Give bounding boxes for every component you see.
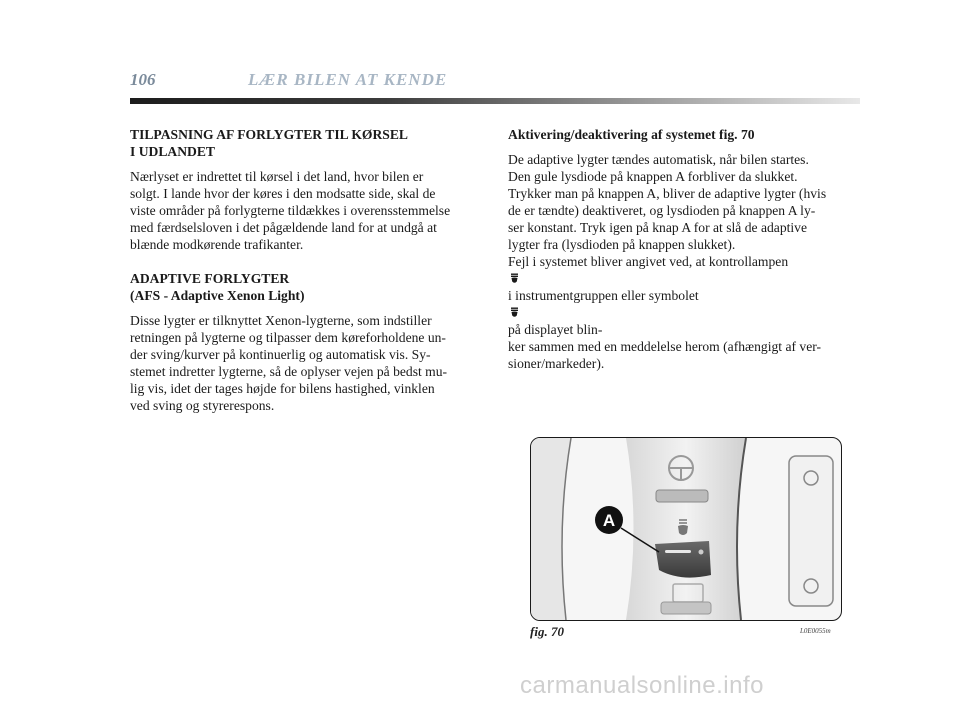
left-trim [531,438,571,620]
text-line: ker sammen med en meddelelse herom (afhængigt af ver- [508,339,822,354]
page-number: 106 [130,70,156,89]
text-line: ser konstant. Tryk igen på knap A for at slå de adaptive [508,220,808,235]
heading-line: ADAPTIVE FORLYGTER [130,271,290,286]
text-line: stemet indretter lygterne, så de oplyser vejen på bedst mu- [130,364,448,379]
running-head: LÆR BILEN AT KENDE [248,70,448,89]
heading-line: (AFS - Adaptive Xenon Light) [130,288,305,303]
right-column [508,126,870,389]
text-line: Nærlyset er indrettet til kørsel i det land, hvor bilen er [130,169,424,184]
afs-warning-icon [510,273,519,285]
paragraph-adaptive-headlamps [130,312,492,414]
text-line: retningen på lygterne og tilpasser dem køreforholdene un- [130,330,446,345]
text-line: De adaptive lygter tændes automatisk, når bilen startes. [508,152,809,167]
text-line: solgt. I lande hvor der køres i den modsatte side, skal de [130,186,436,201]
text-line: lygter fra (lysdioden på knappen slukket). [508,237,736,252]
heading-line: TILPASNING AF FORLYGTER TIL KØRSEL [130,127,408,142]
text-line: de er tændte) deaktiveret, og lysdioden på knappen A ly- [508,203,816,218]
text-line: lig vis, idet der tages højde for bilens hastighed, vinklen [130,381,435,396]
lower-switch [661,602,711,614]
section-heading-activation: Aktivering/deaktivering af systemet fig. 70 [508,127,755,142]
left-column [130,126,492,431]
text-line: viste områder på forlygterne tildækkes i overensstemmelse [130,203,451,218]
figure-70 [530,437,842,621]
paragraph-activation [508,151,870,372]
upper-switch [656,490,708,502]
right-panel [789,456,833,606]
afs-warning-icon [510,307,519,319]
text-line: ved sving og styrerespons. [130,398,275,413]
text-fragment: Fejl i systemet bliver angivet ved, at kontrollampen [508,254,789,269]
paragraph-headlamp-abroad [130,168,492,253]
dashboard-switch-panel-illustration [531,438,841,620]
text-line: der sving/kurver på kontinuerlig og automatisk vis. Sy- [130,347,431,362]
heading-line: I UDLANDET [130,144,215,159]
text-fragment: på displayet blin- [508,322,603,337]
button-a-dot [699,550,704,555]
figure-code: L0E0055m [800,627,831,635]
section-heading-headlamp-abroad [130,126,492,160]
afs-button-a [655,541,711,578]
text-line: Disse lygter er tilknyttet Xenon-lygterne, som indstiller [130,313,432,328]
text-line: sioner/markeder). [508,356,605,371]
callout-a-label: A [602,511,616,530]
header-rule [130,98,860,104]
text-line [508,287,870,338]
button-a-led [665,550,691,553]
text-line: Den gule lysdiode på knappen A forbliver da slukket. [508,169,798,184]
figure-caption: fig. 70 [530,624,564,639]
text-line: Trykker man på knappen A, bliver de adaptive lygter (hvis [508,186,827,201]
text-line: med færdselsloven i det pågældende land for at undgå at [130,220,437,235]
section-heading-adaptive-headlamps [130,270,492,304]
text-line [508,253,870,287]
watermark: carmanualsonline.info [520,672,764,699]
text-fragment: i instrumentgruppen eller symbolet [508,288,699,303]
text-line: blænde modkørende trafikanter. [130,237,304,252]
